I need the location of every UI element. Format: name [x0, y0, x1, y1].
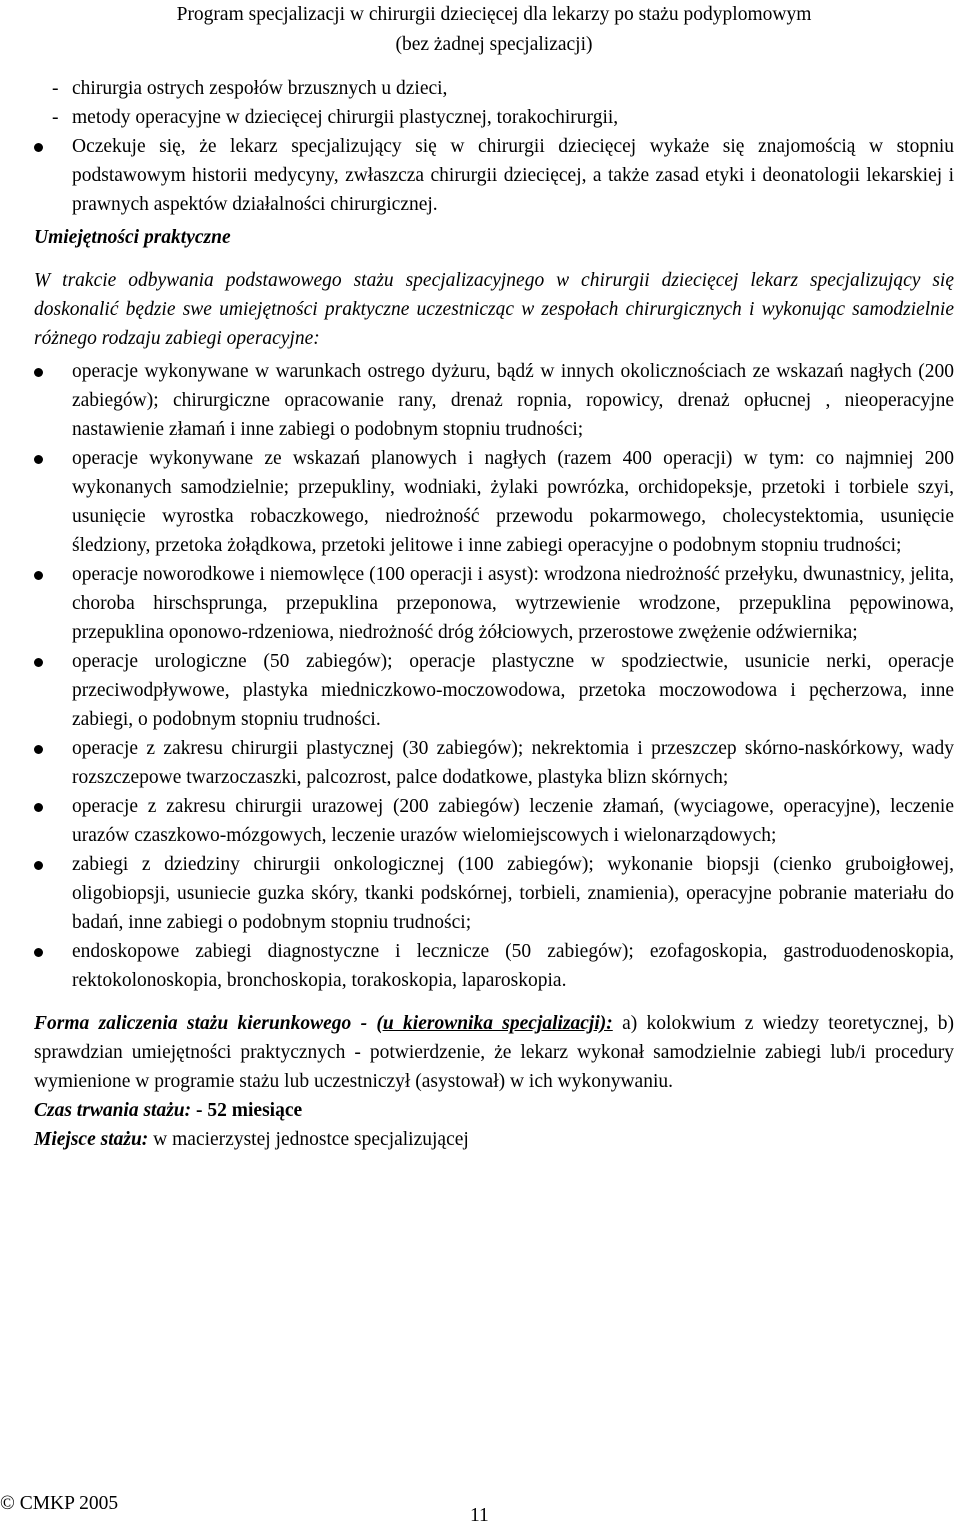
- footer-copyright: © CMKP 2005: [0, 1493, 119, 1514]
- bullet-icon: [34, 571, 43, 580]
- duration-label: Czas trwania stażu:: [34, 1100, 192, 1121]
- operation-item: operacje urologiczne (50 zabiegów); operacje plastyczne w spodziectwie, usunicie nerki, operacje przeciwodpływowe, plastyka miedniczkowo-moczowodowa, przetoka moczowodowa i pęcherzowa, inne zabiegi, o podobnym stopniu trudności.: [34, 647, 954, 734]
- skills-heading: Umiejętności praktyczne: [34, 227, 231, 248]
- bullet-icon: [34, 455, 43, 464]
- operation-item: zabiegi z dziedziny chirurgii onkologicznej (100 zabiegów); wykonanie biopsji (cienko gruboigłowej, oligobiopsji, usuniecie guzka skóry, tkanki podskórnej, torbieli, znamienia), operacyjne pobranie materiału do badań, inne zabiegi o podobnym stopniu trudności;: [34, 850, 954, 937]
- operation-item: endoskopowe zabiegi diagnostyczne i lecznicze (50 zabiegów); ezofagoskopia, gastroduodenoskopia, rektokolonoskopia, bronchoskopia, torakoskopia, laparoskopia.: [34, 937, 954, 995]
- completion-form-text: a) kolokwium z wiedzy teoretycznej, b) sprawdzian umiejętności praktycznych - potwierdzenie, że lekarz wykonał samodzielnie zabiegi lub/i procedury wymienione w programie stażu lub uczestniczył (asystował) w ich wykonywaniu.: [34, 1013, 955, 1092]
- operation-item: operacje wykonywane w warunkach ostrego dyżuru, bądź w innych okolicznościach ze wskazań nagłych (200 zabiegów); chirurgiczne opracowanie rany, drenaż ropnia, ropowicy, drenaż opłucnej , nieoperacyjne nastawienie złamań i inne zabiegi o podobnym stopniu trudności;: [34, 357, 954, 444]
- completion-form-supervisor: (u kierownika specjalizacji):: [376, 1013, 613, 1034]
- operation-item: operacje z zakresu chirurgii urazowej (200 zabiegów) leczenie złamań, (wyciagowe, operacyjne), leczenie urazów czaszkowo-mózgowych, leczenie urazów wielomiejscowych i wielonarządowych;: [34, 792, 954, 850]
- completion-form-paragraph: [34, 1009, 954, 1096]
- bullet-icon: [34, 143, 43, 152]
- bullet-icon: [34, 658, 43, 667]
- operations-list: [34, 357, 954, 995]
- header-subtitle: (bez żadnej specjalizacji): [395, 34, 593, 55]
- operation-item: operacje noworodkowe i niemowlęce (100 operacji i asyst): wrodzona niedrożność przełyku, dwunastnicy, jelita, choroba hirschsprunga, przepuklina przeponowa, wytrzewienie wrodzone, przepuklina pępowinowa, przepuklina oponowo-rdzeniowa, niedrożność dróg żółciowych, przerostowe zwężenie odźwiernika;: [34, 560, 954, 647]
- page-number: 11: [470, 1505, 489, 1526]
- bullet-icon: [34, 803, 43, 812]
- operation-item: operacje wykonywane ze wskazań planowych i nagłych (razem 400 operacji) w tym: co najmniej 200 wykonanych samodzielnie; przepukliny, wodniaki, żylaki powrózka, orchidopeksje, przetoki i torbiele szyi, usunięcie wyrostka robaczkowego, niedrożność przewodu pokarmowego, cholecystektomia, usunięcie śledziony, przetoka żołądkowa, przetoki jelitowe i inne zabiegi operacyjne o podobnym stopniu trudności;: [34, 444, 954, 560]
- duration-value: - 52 miesiące: [191, 1100, 303, 1121]
- header-title: Program specjalizacji w chirurgii dziecięcej dla lekarzy po stażu podyplomowym: [176, 4, 812, 25]
- place-label: Miejsce stażu:: [34, 1129, 149, 1150]
- dash-item: - metody operacyjne w dziecięcej chirurgii plastycznej, torakochirurgii,: [52, 107, 619, 128]
- place-value: w macierzystej jednostce specjalizującej: [148, 1129, 469, 1150]
- skills-intro: W trakcie odbywania podstawowego stażu specjalizacyjnego w chirurgii dziecięcej lekarz specjalizujący się doskonalić będzie swe umiejętności praktyczne uczestnicząc w zespołach chirurgicznych i wykonując samodzielnie różnego rodzaju zabiegi operacyjne:: [34, 270, 954, 349]
- place-line: [34, 1125, 954, 1154]
- operation-item: operacje z zakresu chirurgii plastycznej (30 zabiegów); nekrektomia i przeszczep skórno-naskórkowy, wady rozszczepowe twarzoczaszki, palcozrost, palce dodatkowe, plastyka blizn skórnych;: [34, 734, 954, 792]
- bullet-icon: [34, 948, 43, 957]
- page-header: [34, 0, 954, 60]
- bullet-icon: [34, 861, 43, 870]
- completion-form-label: Forma zaliczenia stażu kierunkowego -: [34, 1013, 368, 1034]
- dash-item: - chirurgia ostrych zespołów brzusznych u dzieci,: [52, 78, 448, 99]
- dash-list: [34, 74, 954, 132]
- expectation-paragraph: Oczekuje się, że lekarz specjalizujący się w chirurgii dziecięcej wykaże się znajomością w stopniu podstawowym historii medycyny, zwłaszcza chirurgii dziecięcej, a także zasad etyki i deonatologii lekarskiej i prawnych aspektów działalności chirurgicznej.: [34, 132, 954, 219]
- bullet-icon: [34, 745, 43, 754]
- bullet-icon: [34, 368, 43, 377]
- duration-line: [34, 1096, 954, 1125]
